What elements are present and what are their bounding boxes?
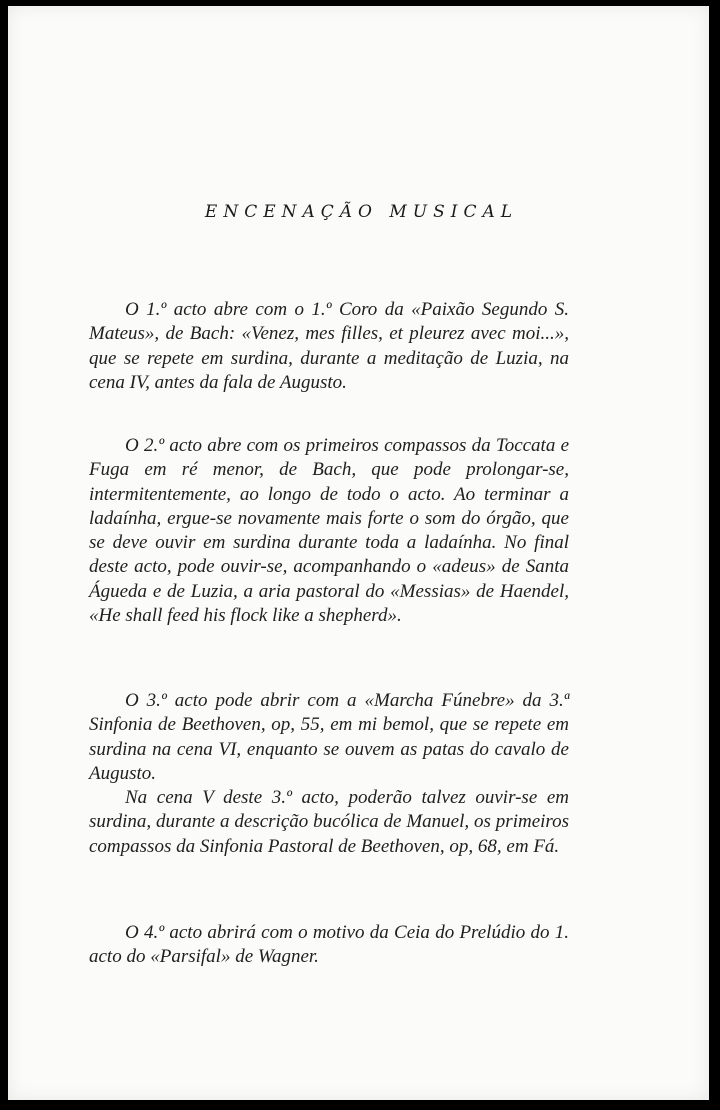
book-page	[8, 6, 709, 1100]
paragraph-text: O 1.º acto abre com o 1.º Coro da «Paixão Segundo S. Mateus», de Bach: «Venez, mes filles, et pleurez avec moi...», que se repete em surdina, durante a meditação de Luzia, na cena IV, antes da fala de Augusto.	[89, 299, 569, 393]
paragraph-text: Na cena V deste 3.º acto, poderão talvez ouvir-se em surdina, durante a descrição bucólica de Manuel, os primeiros compassos da Sinfonia Pastoral de Beethoven, op, 68, em Fá.	[89, 787, 569, 857]
paragraph-act-4	[89, 921, 569, 970]
paragraph-act-3	[89, 689, 569, 859]
paragraph-text: O 4.º acto abrirá com o motivo da Ceia do Prelúdio do 1. acto do «Parsifal» de Wagner.	[89, 922, 569, 968]
paragraph-text: O 3.º acto pode abrir com a «Marcha Fúnebre» da 3.ª Sinfonia de Beethoven, op, 55, em mi bemol, que se repete em surdina na cena VI, enquanto se ouvem as patas do cavalo de Augusto.	[89, 690, 569, 784]
paragraph-text: O 2.º acto abre com os primeiros compassos da Toccata e Fuga em ré menor, de Bach, que pode prolongar-se, intermitentemente, ao longo de todo o acto. Ao terminar a ladaínha, ergue-se novamente mais forte o som do órgão, que se deve ouvir em surdina durante toda a ladaínha. No final deste acto, pode ouvir-se, acompanhando o «adeus» de Santa Águeda e de Luzia, a aria pastoral do «Messias» de Haendel, «He shall feed his flock like a shepherd».	[89, 435, 569, 627]
paragraph-act-1	[89, 298, 569, 395]
paragraph-act-2	[89, 434, 569, 628]
page-title: ENCENAÇÃO MUSICAL	[204, 202, 519, 222]
